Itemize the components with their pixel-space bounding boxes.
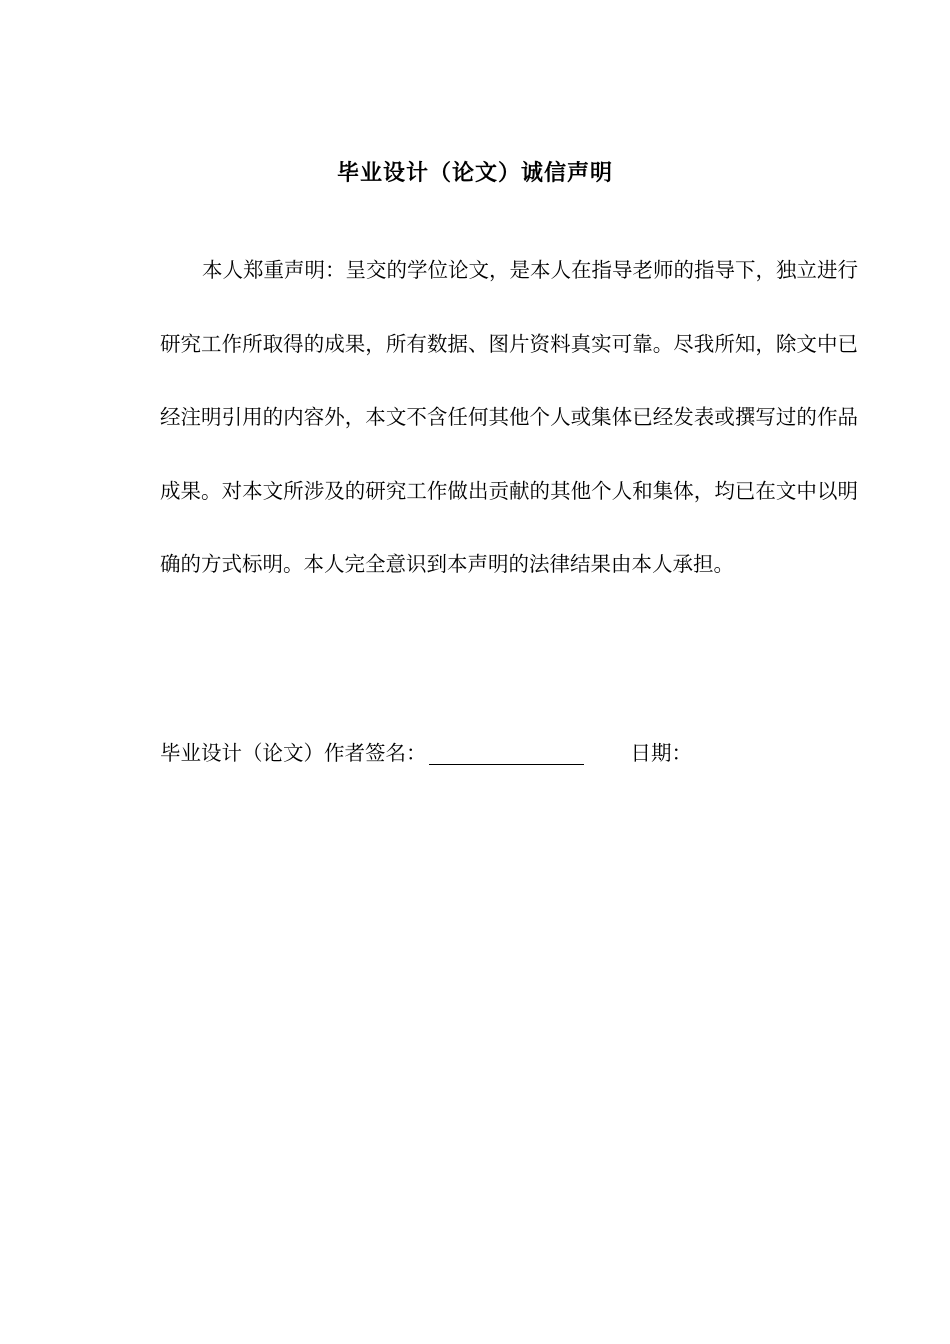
signature-row — [160, 734, 692, 768]
declaration-paragraph: 本人郑重声明：呈交的学位论文，是本人在指导老师的指导下，独立进行研究工作所取得的成果，所有数据、图片资料真实可靠。尽我所知，除文中已经注明引用的内容外，本文不含任何其他个人或集体已经发表或撰写过的作品成果。对本文所涉及的研究工作做出贡献的其他个人和集体，均已在文中以明确的方式标明。本人完全意识到本声明的法律结果由本人承担。 — [160, 258, 858, 576]
document-title: 毕业设计（论文）诚信声明 — [336, 161, 613, 186]
signature-line[interactable] — [429, 738, 584, 765]
date-label: 日期： — [630, 741, 692, 765]
signature-label: 毕业设计（论文）作者签名： — [160, 741, 427, 765]
